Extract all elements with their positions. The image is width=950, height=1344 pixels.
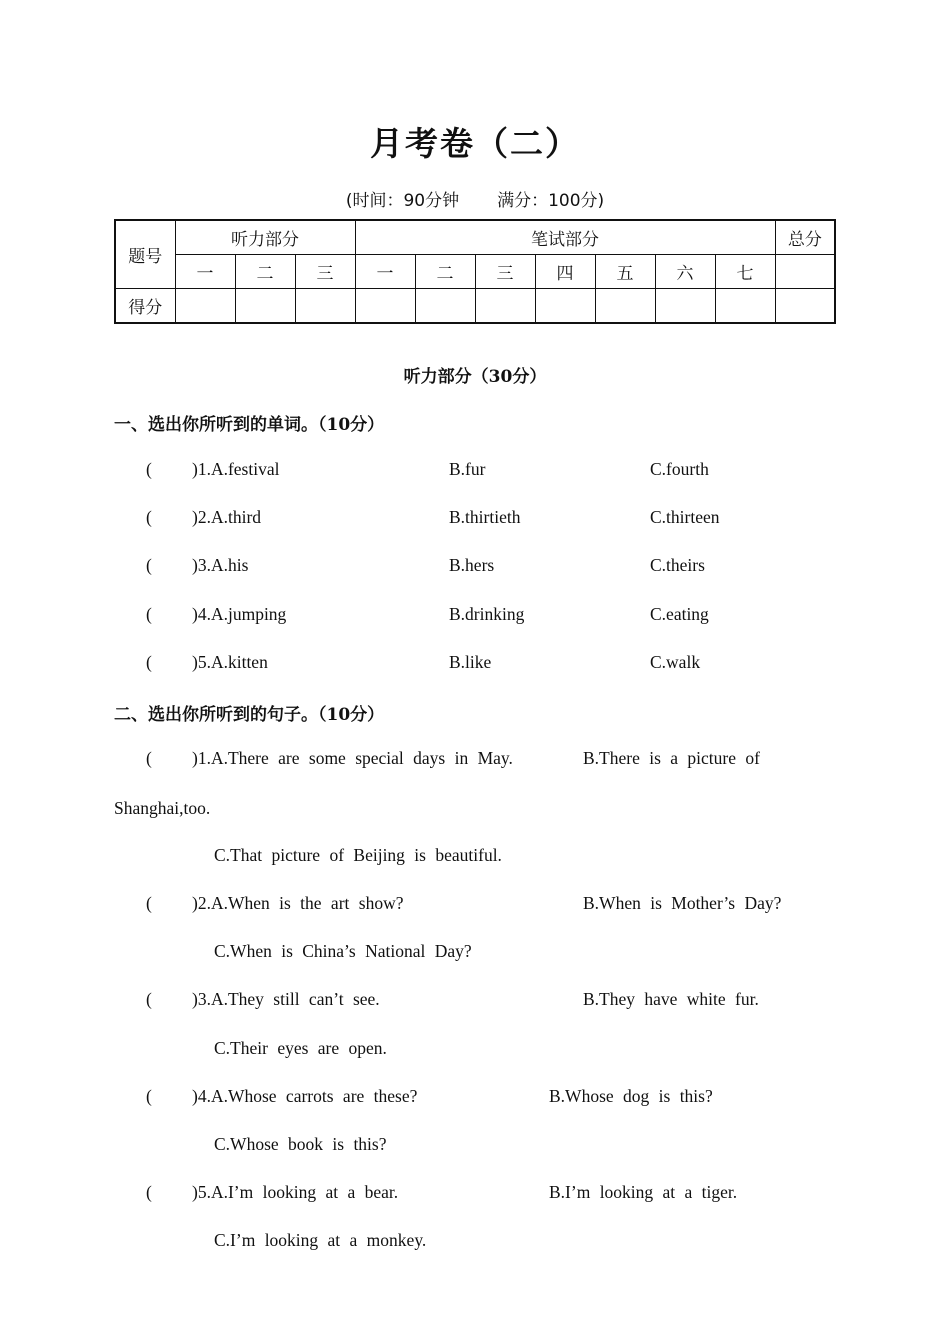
written-num: 五 bbox=[595, 255, 655, 289]
option-a: )3.A.his bbox=[192, 555, 249, 575]
score-table bbox=[114, 219, 836, 324]
full-score: 满分：100分) bbox=[497, 191, 605, 211]
option-b: B.hers bbox=[449, 555, 495, 575]
answer-bracket[interactable]: ( bbox=[146, 507, 152, 527]
option-a: )1.A.There are some special days in May. bbox=[192, 748, 513, 768]
listening-section-title: 听力部分（30分） bbox=[403, 367, 547, 387]
score-cell[interactable] bbox=[475, 289, 535, 324]
time-limit: (时间：90分钟 bbox=[345, 191, 460, 211]
score-cell[interactable] bbox=[415, 289, 475, 324]
answer-bracket[interactable]: ( bbox=[146, 893, 152, 913]
written-num: 六 bbox=[655, 255, 715, 289]
option-c: C.Whose book is this? bbox=[214, 1134, 387, 1154]
answer-bracket[interactable]: ( bbox=[146, 652, 152, 672]
header-label: 题号 bbox=[115, 220, 175, 289]
written-num: 一 bbox=[355, 255, 415, 289]
written-num: 二 bbox=[415, 255, 475, 289]
option-c: C.theirs bbox=[650, 555, 705, 575]
answer-bracket[interactable]: ( bbox=[146, 459, 152, 479]
score-cell[interactable] bbox=[655, 289, 715, 324]
option-a: )3.A.They still can’t see. bbox=[192, 989, 380, 1009]
option-c: C.That picture of Beijing is beautiful. bbox=[214, 845, 502, 865]
written-num: 四 bbox=[535, 255, 595, 289]
option-b: B.When is Mother’s Day? bbox=[583, 893, 782, 913]
score-label: 得分 bbox=[115, 289, 175, 324]
answer-bracket[interactable]: ( bbox=[146, 555, 152, 575]
answer-bracket[interactable]: ( bbox=[146, 989, 152, 1009]
option-b: B.drinking bbox=[449, 604, 525, 624]
score-cell[interactable] bbox=[775, 289, 835, 324]
option-c: C.eating bbox=[650, 604, 709, 624]
written-num: 七 bbox=[715, 255, 775, 289]
option-a: )2.A.When is the art show? bbox=[192, 893, 404, 913]
option-b: B.They have white fur. bbox=[583, 989, 759, 1009]
option-c: C.walk bbox=[650, 652, 701, 672]
option-a: )2.A.third bbox=[192, 507, 262, 527]
listening-num: 三 bbox=[295, 255, 355, 289]
listening-num: 二 bbox=[235, 255, 295, 289]
option-c: C.Their eyes are open. bbox=[214, 1038, 387, 1058]
option-a: )4.A.Whose carrots are these? bbox=[192, 1086, 418, 1106]
score-cell[interactable] bbox=[355, 289, 415, 324]
score-cell[interactable] bbox=[715, 289, 775, 324]
option-b: B.There is a picture of bbox=[583, 748, 760, 768]
total-header: 总分 bbox=[775, 220, 835, 255]
answer-bracket[interactable]: ( bbox=[146, 748, 152, 768]
option-a: )4.A.jumping bbox=[192, 604, 287, 624]
listening-num: 一 bbox=[175, 255, 235, 289]
score-cell[interactable] bbox=[235, 289, 295, 324]
option-b: B.like bbox=[449, 652, 492, 672]
score-cell[interactable] bbox=[175, 289, 235, 324]
option-a: )5.A.kitten bbox=[192, 652, 268, 672]
score-cell[interactable] bbox=[295, 289, 355, 324]
score-cell[interactable] bbox=[535, 289, 595, 324]
answer-bracket[interactable]: ( bbox=[146, 604, 152, 624]
written-header: 笔试部分 bbox=[355, 220, 775, 255]
option-b-continued: Shanghai,too. bbox=[114, 798, 211, 818]
listening-header: 听力部分 bbox=[175, 220, 355, 255]
option-b: B.thirtieth bbox=[449, 507, 521, 527]
option-a: )1.A.festival bbox=[192, 459, 280, 479]
written-num: 三 bbox=[475, 255, 535, 289]
option-b: B.I’m looking at a tiger. bbox=[549, 1182, 738, 1202]
option-a: )5.A.I’m looking at a bear. bbox=[192, 1182, 399, 1202]
part1-heading: 一、选出你所听到的单词。（10分） bbox=[114, 415, 385, 435]
total-cell bbox=[775, 255, 835, 289]
option-b: B.Whose dog is this? bbox=[549, 1086, 713, 1106]
answer-bracket[interactable]: ( bbox=[146, 1182, 152, 1202]
exam-info bbox=[0, 186, 950, 211]
option-b: B.fur bbox=[449, 459, 486, 479]
option-c: C.fourth bbox=[650, 459, 709, 479]
part2-heading: 二、选出你所听到的句子。（10分） bbox=[114, 705, 385, 725]
score-cell[interactable] bbox=[595, 289, 655, 324]
page-title: 月考卷（二） bbox=[370, 124, 580, 163]
option-c: C.When is China’s National Day? bbox=[214, 941, 472, 961]
option-c: C.I’m looking at a monkey. bbox=[214, 1230, 427, 1250]
answer-bracket[interactable]: ( bbox=[146, 1086, 152, 1106]
option-c: C.thirteen bbox=[650, 507, 720, 527]
